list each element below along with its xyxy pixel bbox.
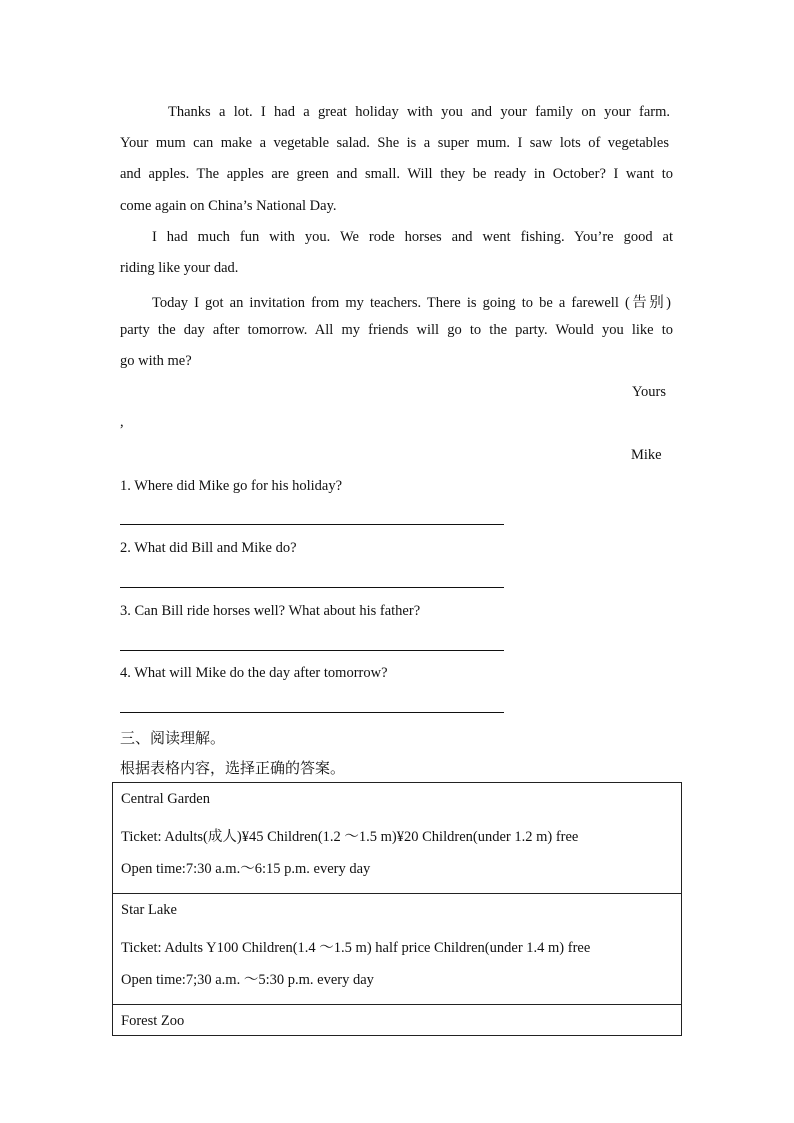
star-lake-ticket: Ticket: Adults Y100 Children(1.4 ～1.5 m) half price Children(under 1.4 m) free (121, 940, 591, 956)
letter-line-5: I had much fun with you. We rode horses and went fishing. You’re good at (152, 229, 673, 245)
letter-line-4: come again on China’s National Day. (120, 198, 337, 214)
table-cell-central-garden (113, 783, 681, 894)
section-heading: 三、阅读理解。 (120, 729, 226, 747)
answer-line-1[interactable] (120, 524, 504, 525)
answer-line-3[interactable] (120, 650, 504, 651)
question-4: 4. What will Mike do the day after tomorrow? (120, 665, 388, 681)
central-garden-name: Central Garden (121, 791, 210, 807)
table-cell-forest-zoo (113, 1005, 681, 1035)
letter-signature: Mike (631, 447, 662, 463)
question-2: 2. What did Bill and Mike do? (120, 540, 297, 556)
letter-closing-comma: , (120, 414, 124, 430)
table-cell-star-lake (113, 894, 681, 1005)
letter-line-9: go with me? (120, 353, 192, 369)
star-lake-name: Star Lake (121, 902, 177, 918)
letter-closing: Yours (632, 384, 666, 400)
answer-line-2[interactable] (120, 587, 504, 588)
letter-line-2: Your mum can make a vegetable salad. She is a super mum. I saw lots of vegetables (120, 135, 669, 151)
letter-line-8: party the day after tomorrow. All my friends will go to the party. Would you like to (120, 322, 673, 338)
central-garden-open-time: Open time:7:30 a.m.～6:15 p.m. every day (121, 860, 371, 877)
answer-line-4[interactable] (120, 712, 504, 713)
letter-line-7: Today I got an invitation from my teachers. There is going to be a farewell (告别) (152, 295, 671, 311)
star-lake-open-time: Open time:7;30 a.m. ～5:30 p.m. every day (121, 971, 374, 988)
letter-line-1: Thanks a lot. I had a great holiday with you and your family on your farm. (168, 104, 670, 120)
question-3: 3. Can Bill ride horses well? What about his father? (120, 603, 421, 619)
letter-line-3: and apples. The apples are green and small. Will they be ready in October? I want to (120, 166, 673, 182)
letter-line-6: riding like your dad. (120, 260, 239, 276)
question-1: 1. Where did Mike go for his holiday? (120, 478, 343, 494)
attractions-table (112, 782, 682, 1036)
central-garden-ticket: Ticket: Adults(成人)¥45 Children(1.2 ～1.5 m)¥20 Children(under 1.2 m) free (121, 829, 579, 845)
forest-zoo-name: Forest Zoo (121, 1013, 185, 1029)
section-instruction: 根据表格内容，选择正确的答案。 (120, 759, 346, 777)
